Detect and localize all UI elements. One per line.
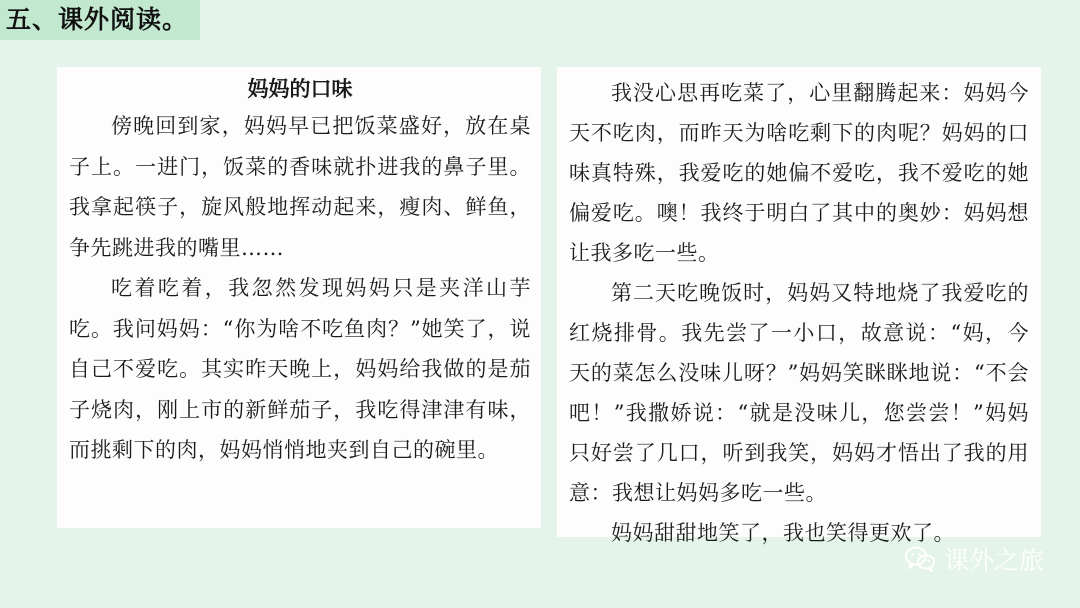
story-title: 妈妈的口味 (247, 76, 353, 101)
story-card-left (57, 67, 541, 528)
story-paragraph: 妈妈甜甜地笑了，我也笑得更欢了。 (611, 521, 955, 545)
wechat-icon (904, 545, 936, 573)
story-paragraph: 傍晚回到家，妈妈早已把饭菜盛好，放在桌子上。一进门，饭菜的香味就扑进我的鼻子里。我拿起筷子，旋风般地挥动起来，瘦肉、鲜鱼，争先跳进我的嘴里…… (69, 114, 531, 260)
story-paragraph: 我没心思再吃菜了，心里翻腾起来：妈妈今天不吃肉，而昨天为啥吃剩下的肉呢？妈妈的口味真特殊，我爱吃的她偏不爱吃，我不爱吃的她偏爱吃。噢！我终于明白了其中的奥妙：妈妈想让我多吃一些。 (569, 81, 1029, 265)
story-card-right (557, 67, 1041, 545)
watermark (904, 541, 1044, 577)
story-paragraph: 吃着吃着，我忽然发现妈妈只是夹洋山芋吃。我问妈妈：“你为啥不吃鱼肉？”她笑了，说自己不爱吃。其实昨天晚上，妈妈给我做的是茄子烧肉，刚上市的新鲜茄子，我吃得津津有味，而挑剩下的肉，妈妈悄悄地夹到自己的碗里。 (69, 276, 531, 462)
watermark-text: 课外之旅 (943, 546, 1044, 575)
section-title: 五、课外阅读。 (0, 0, 200, 40)
story-paragraph: 第二天吃晚饭时，妈妈又特地烧了我爱吃的红烧排骨。我先尝了一小口，故意说：“妈，今天的菜怎么没味儿呀？”妈妈笑眯眯地说：“不会吧！”我撒娇说：“就是没味儿，您尝尝！”妈妈只好尝了几口，听到我笑，妈妈才悟出了我的用意：我想让妈妈多吃一些。 (569, 281, 1029, 505)
